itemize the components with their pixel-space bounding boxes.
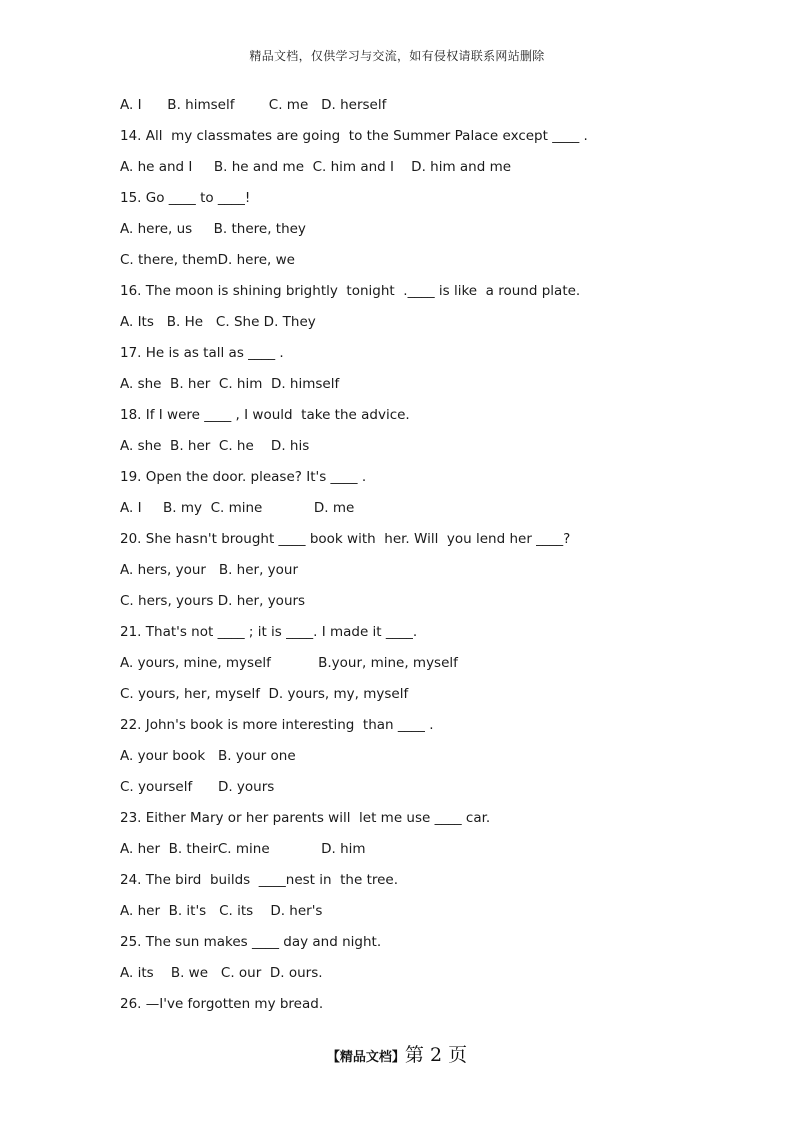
question-line: 20. She hasn't brought ____ book with her. Will you lend her ____? xyxy=(120,531,571,547)
text-line: A. I B. himself C. me D. herself xyxy=(120,97,387,113)
question-line: 17. He is as tall as ____ . xyxy=(120,345,284,361)
question-line: 23. Either Mary or her parents will let me use ____ car. xyxy=(120,810,491,826)
options-line: C. yours, her, myself D. yours, my, myself xyxy=(120,686,409,702)
page-number: 第 2 页 xyxy=(404,1044,468,1066)
question-line: 21. That's not ____ ; it is ____. I made it ____. xyxy=(120,624,418,640)
options-line: C. yourself D. yours xyxy=(120,779,275,795)
page-header: 精品文档，仅供学习与交流，如有侵权请联系网站删除 xyxy=(249,49,545,63)
question-line: 22. John's book is more interesting than ____ . xyxy=(120,717,434,733)
options-line: C. hers, yours D. her, yours xyxy=(120,593,306,609)
question-line: 16. The moon is shining brightly tonight .____ is like a round plate. xyxy=(120,283,581,299)
question-line: 26. —I've forgotten my bread. xyxy=(120,996,324,1012)
question-line: 14. All my classmates are going to the Summer Palace except ____ . xyxy=(120,128,588,144)
options-line: A. her B. theirC. mine D. him xyxy=(120,841,366,857)
options-line: A. her B. it's C. its D. her's xyxy=(120,903,323,919)
document-body xyxy=(120,95,720,1025)
question-line: 19. Open the door. please? It's ____ . xyxy=(120,469,367,485)
question-line: 24. The bird builds ____nest in the tree. xyxy=(120,872,399,888)
options-line: A. he and I B. he and me C. him and I D. him and me xyxy=(120,159,512,175)
footer-tag: 【精品文档】 xyxy=(326,1050,405,1065)
options-line: A. Its B. He C. She D. They xyxy=(120,314,316,330)
page-footer xyxy=(0,1040,794,1067)
options-line: A. here, us B. there, they xyxy=(120,221,306,237)
options-line: A. she B. her C. he D. his xyxy=(120,438,310,454)
question-line: 25. The sun makes ____ day and night. xyxy=(120,934,382,950)
options-line: C. there, themD. here, we xyxy=(120,252,295,268)
options-line: A. I B. my C. mine D. me xyxy=(120,500,355,516)
options-line: A. your book B. your one xyxy=(120,748,296,764)
options-line: A. yours, mine, myself B.your, mine, myself xyxy=(120,655,458,671)
options-line: A. she B. her C. him D. himself xyxy=(120,376,340,392)
options-line: A. its B. we C. our D. ours. xyxy=(120,965,323,981)
question-line: 15. Go ____ to ____! xyxy=(120,190,251,206)
question-line: 18. If I were ____ , I would take the advice. xyxy=(120,407,410,423)
options-line: A. hers, your B. her, your xyxy=(120,562,299,578)
